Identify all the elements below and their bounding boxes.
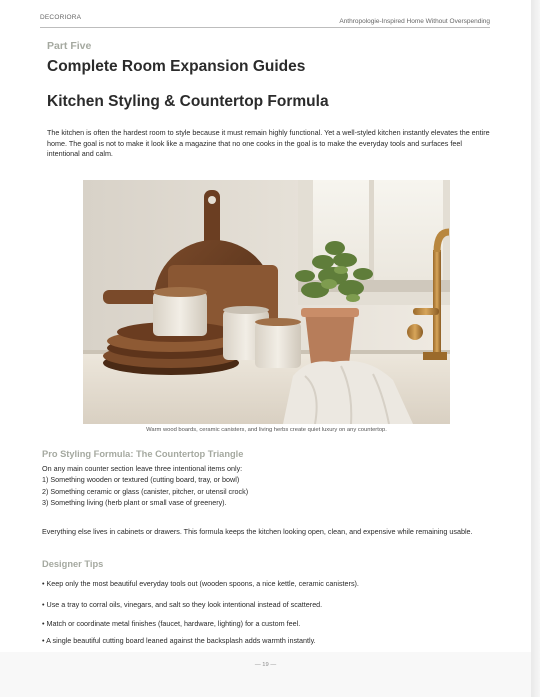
part-label: Part Five [47,40,92,52]
page-number: — 19 — [254,662,277,668]
brand-name: DECORIORA [40,14,82,21]
pro-formula-paragraph: Everything else lives in cabinets or drawers. This formula keeps the kitchen looking open, clean, and expensive while remaining usable. [42,527,473,536]
section-title: Kitchen Styling & Countertop Formula [47,93,329,110]
pro-formula-lead: On any main counter section leave three intentional items only: [42,464,243,473]
pro-formula-list [42,463,492,509]
tip-item: • A single beautiful cutting board leaned against the backsplash adds warmth instantly. [42,636,316,645]
footer-band [0,652,531,697]
intro-paragraph: The kitchen is often the hardest room to style because it must remain highly functional. Yet a well-styled kitchen instantly elevates the entire home. The goal is not to make it look like a magazine that no one cooks in the goal is to make the everyday tools and surfaces feel intentional and calm. [47,128,490,159]
pro-formula-heading: Pro Styling Formula: The Countertop Triangle [42,449,244,459]
tip-item: • Match or coordinate metal finishes (faucet, hardware, lighting) for a custom feel. [42,619,301,628]
list-item: 1) Something wooden or textured (cutting board, tray, or bowl) [42,475,240,485]
list-item: 2) Something ceramic or glass (canister, pitcher, or utensil crock) [42,486,249,496]
kitchen-photo [83,180,450,424]
list-item: 3) Something living (herb plant or small vase of greenery). [42,498,227,508]
designer-tips-heading: Designer Tips [42,559,104,569]
kitchen-photo-illustration [83,180,450,424]
chapter-title: Complete Room Expansion Guides [47,58,306,75]
tip-item: • Keep only the most beautiful everyday tools out (wooden spoons, a nice kettle, ceramic canisters). [42,579,359,588]
page-edge [531,0,540,697]
figure-caption: Warm wood boards, ceramic canisters, and living herbs create quiet luxury on any countertop. [146,427,387,433]
running-header [40,12,490,28]
tip-item: • Use a tray to corral oils, vinegars, and salt so they look intentional instead of scattered. [42,600,323,609]
running-title: Anthropologie-Inspired Home Without Overspending [339,18,490,25]
